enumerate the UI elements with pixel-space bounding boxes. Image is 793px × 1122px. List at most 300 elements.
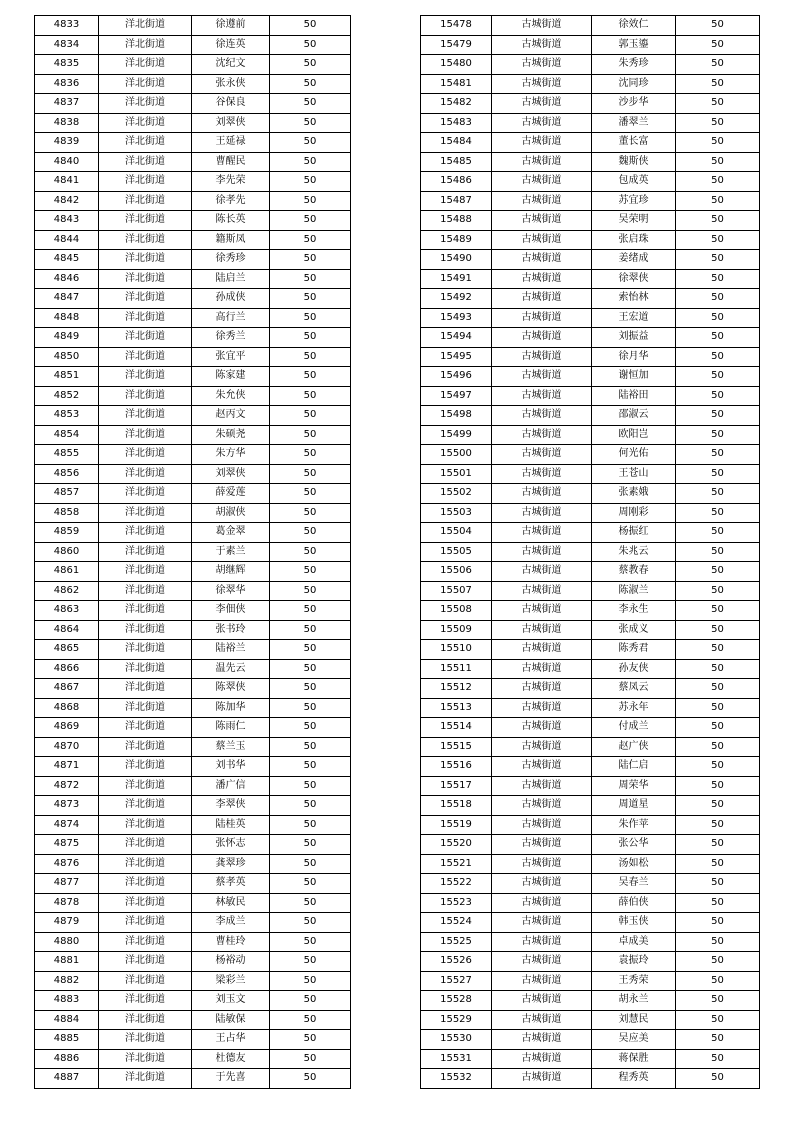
table-row	[421, 913, 760, 933]
amount-cell: 50	[676, 1049, 760, 1069]
district-cell: 洋北街道	[99, 1069, 192, 1089]
table-row	[35, 94, 351, 114]
id-cell: 4866	[35, 659, 99, 679]
id-cell: 4874	[35, 815, 99, 835]
name-cell: 徐秀珍	[192, 250, 270, 270]
name-cell: 李成兰	[192, 913, 270, 933]
table-row	[421, 35, 760, 55]
id-cell: 15521	[421, 854, 492, 874]
amount-cell: 50	[270, 1010, 351, 1030]
id-cell: 15524	[421, 913, 492, 933]
id-cell: 4870	[35, 737, 99, 757]
table-row	[35, 1010, 351, 1030]
district-cell: 古城街道	[492, 172, 592, 192]
name-cell: 周刚彩	[592, 503, 676, 523]
id-cell: 4879	[35, 913, 99, 933]
table-row	[35, 406, 351, 426]
amount-cell: 50	[676, 796, 760, 816]
amount-cell: 50	[270, 581, 351, 601]
table-row	[35, 425, 351, 445]
name-cell: 杨裕动	[192, 952, 270, 972]
amount-cell: 50	[676, 425, 760, 445]
amount-cell: 50	[676, 542, 760, 562]
district-cell: 洋北街道	[99, 172, 192, 192]
amount-cell: 50	[676, 250, 760, 270]
id-cell: 15518	[421, 796, 492, 816]
amount-cell: 50	[676, 1010, 760, 1030]
table-row	[421, 991, 760, 1011]
district-cell: 洋北街道	[99, 35, 192, 55]
amount-cell: 50	[676, 94, 760, 114]
table-row	[421, 815, 760, 835]
district-cell: 古城街道	[492, 367, 592, 387]
table-row	[421, 464, 760, 484]
table-row	[35, 620, 351, 640]
table-row	[35, 367, 351, 387]
amount-cell: 50	[676, 835, 760, 855]
name-cell: 沈纪文	[192, 55, 270, 75]
name-cell: 陈长英	[192, 211, 270, 231]
district-cell: 古城街道	[492, 289, 592, 309]
name-cell: 谷保良	[192, 94, 270, 114]
amount-cell: 50	[676, 269, 760, 289]
district-cell: 洋北街道	[99, 698, 192, 718]
id-cell: 4835	[35, 55, 99, 75]
amount-cell: 50	[676, 952, 760, 972]
amount-cell: 50	[270, 659, 351, 679]
name-cell: 徐孝先	[192, 191, 270, 211]
amount-cell: 50	[676, 893, 760, 913]
name-cell: 李佃侠	[192, 601, 270, 621]
name-cell: 张成义	[592, 620, 676, 640]
id-cell: 4833	[35, 16, 99, 36]
table-row	[35, 757, 351, 777]
amount-cell: 50	[676, 74, 760, 94]
amount-cell: 50	[676, 484, 760, 504]
amount-cell: 50	[270, 523, 351, 543]
name-cell: 梁彩兰	[192, 971, 270, 991]
name-cell: 汤如松	[592, 854, 676, 874]
name-cell: 杜德友	[192, 1049, 270, 1069]
id-cell: 15499	[421, 425, 492, 445]
name-cell: 李翠侠	[192, 796, 270, 816]
id-cell: 15485	[421, 152, 492, 172]
table-row	[35, 133, 351, 153]
amount-cell: 50	[270, 679, 351, 699]
name-cell: 吴春兰	[592, 874, 676, 894]
table-row	[421, 386, 760, 406]
table-row	[421, 425, 760, 445]
id-cell: 15503	[421, 503, 492, 523]
id-cell: 4867	[35, 679, 99, 699]
district-cell: 古城街道	[492, 1049, 592, 1069]
amount-cell: 50	[676, 562, 760, 582]
amount-cell: 50	[270, 776, 351, 796]
amount-cell: 50	[270, 211, 351, 231]
amount-cell: 50	[676, 211, 760, 231]
table-row	[421, 55, 760, 75]
district-cell: 古城街道	[492, 1069, 592, 1089]
amount-cell: 50	[270, 16, 351, 36]
name-cell: 朱硕尧	[192, 425, 270, 445]
name-cell: 吴荣明	[592, 211, 676, 231]
amount-cell: 50	[270, 328, 351, 348]
district-cell: 古城街道	[492, 328, 592, 348]
table-row	[35, 991, 351, 1011]
table-row	[421, 757, 760, 777]
district-cell: 洋北街道	[99, 289, 192, 309]
table-row	[421, 640, 760, 660]
left-table-body	[35, 16, 351, 1089]
name-cell: 卓成美	[592, 932, 676, 952]
district-cell: 洋北街道	[99, 425, 192, 445]
amount-cell: 50	[270, 1030, 351, 1050]
district-cell: 古城街道	[492, 308, 592, 328]
amount-cell: 50	[676, 581, 760, 601]
name-cell: 陆裕兰	[192, 640, 270, 660]
district-cell: 洋北街道	[99, 230, 192, 250]
amount-cell: 50	[676, 230, 760, 250]
name-cell: 刘翠侠	[192, 464, 270, 484]
name-cell: 付成兰	[592, 718, 676, 738]
name-cell: 龚翠珍	[192, 854, 270, 874]
name-cell: 沙步华	[592, 94, 676, 114]
table-row	[35, 737, 351, 757]
name-cell: 潘翠兰	[592, 113, 676, 133]
id-cell: 4884	[35, 1010, 99, 1030]
id-cell: 4875	[35, 835, 99, 855]
amount-cell: 50	[676, 133, 760, 153]
name-cell: 陆启兰	[192, 269, 270, 289]
name-cell: 陈翠侠	[192, 679, 270, 699]
table-row	[35, 913, 351, 933]
id-cell: 15493	[421, 308, 492, 328]
name-cell: 王延禄	[192, 133, 270, 153]
amount-cell: 50	[270, 113, 351, 133]
district-cell: 古城街道	[492, 35, 592, 55]
name-cell: 蔡教春	[592, 562, 676, 582]
id-cell: 15490	[421, 250, 492, 270]
id-cell: 4854	[35, 425, 99, 445]
table-row	[421, 952, 760, 972]
name-cell: 林敏民	[192, 893, 270, 913]
name-cell: 索怡林	[592, 289, 676, 309]
amount-cell: 50	[270, 698, 351, 718]
amount-cell: 50	[270, 562, 351, 582]
district-cell: 古城街道	[492, 659, 592, 679]
district-cell: 古城街道	[492, 74, 592, 94]
name-cell: 李永生	[592, 601, 676, 621]
name-cell: 蔡孝英	[192, 874, 270, 894]
name-cell: 葛金翠	[192, 523, 270, 543]
table-row	[421, 211, 760, 231]
district-cell: 洋北街道	[99, 152, 192, 172]
amount-cell: 50	[676, 35, 760, 55]
table-row	[35, 250, 351, 270]
name-cell: 朱允侠	[192, 386, 270, 406]
left-roster-table	[34, 15, 351, 1089]
id-cell: 15487	[421, 191, 492, 211]
amount-cell: 50	[676, 523, 760, 543]
name-cell: 陈秀君	[592, 640, 676, 660]
name-cell: 陆裕田	[592, 386, 676, 406]
id-cell: 15532	[421, 1069, 492, 1089]
district-cell: 洋北街道	[99, 250, 192, 270]
id-cell: 4880	[35, 932, 99, 952]
district-cell: 古城街道	[492, 913, 592, 933]
district-cell: 古城街道	[492, 815, 592, 835]
district-cell: 古城街道	[492, 1010, 592, 1030]
id-cell: 15513	[421, 698, 492, 718]
amount-cell: 50	[676, 659, 760, 679]
district-cell: 洋北街道	[99, 523, 192, 543]
id-cell: 4853	[35, 406, 99, 426]
amount-cell: 50	[676, 406, 760, 426]
district-cell: 古城街道	[492, 718, 592, 738]
name-cell: 胡淑侠	[192, 503, 270, 523]
id-cell: 15510	[421, 640, 492, 660]
amount-cell: 50	[270, 503, 351, 523]
id-cell: 4844	[35, 230, 99, 250]
district-cell: 洋北街道	[99, 16, 192, 36]
district-cell: 古城街道	[492, 133, 592, 153]
id-cell: 15482	[421, 94, 492, 114]
id-cell: 15483	[421, 113, 492, 133]
table-row	[35, 35, 351, 55]
district-cell: 古城街道	[492, 893, 592, 913]
name-cell: 徐翠侠	[592, 269, 676, 289]
table-row	[421, 269, 760, 289]
table-row	[421, 367, 760, 387]
amount-cell: 50	[270, 269, 351, 289]
amount-cell: 50	[676, 913, 760, 933]
amount-cell: 50	[676, 991, 760, 1011]
amount-cell: 50	[270, 35, 351, 55]
district-cell: 古城街道	[492, 230, 592, 250]
amount-cell: 50	[270, 347, 351, 367]
district-cell: 洋北街道	[99, 1030, 192, 1050]
id-cell: 15504	[421, 523, 492, 543]
amount-cell: 50	[270, 484, 351, 504]
district-cell: 古城街道	[492, 113, 592, 133]
district-cell: 洋北街道	[99, 952, 192, 972]
table-row	[35, 191, 351, 211]
id-cell: 4845	[35, 250, 99, 270]
name-cell: 张素娥	[592, 484, 676, 504]
name-cell: 苏永年	[592, 698, 676, 718]
table-row	[35, 1030, 351, 1050]
table-row	[35, 932, 351, 952]
name-cell: 曹桂玲	[192, 932, 270, 952]
table-row	[35, 308, 351, 328]
amount-cell: 50	[676, 1069, 760, 1089]
district-cell: 洋北街道	[99, 74, 192, 94]
id-cell: 4887	[35, 1069, 99, 1089]
id-cell: 4865	[35, 640, 99, 660]
amount-cell: 50	[270, 94, 351, 114]
amount-cell: 50	[270, 367, 351, 387]
amount-cell: 50	[676, 328, 760, 348]
name-cell: 周道星	[592, 796, 676, 816]
name-cell: 王秀荣	[592, 971, 676, 991]
id-cell: 4834	[35, 35, 99, 55]
table-row	[421, 250, 760, 270]
id-cell: 4856	[35, 464, 99, 484]
amount-cell: 50	[676, 815, 760, 835]
amount-cell: 50	[270, 620, 351, 640]
name-cell: 徐遵前	[192, 16, 270, 36]
id-cell: 15515	[421, 737, 492, 757]
table-row	[421, 776, 760, 796]
id-cell: 15528	[421, 991, 492, 1011]
name-cell: 李先荣	[192, 172, 270, 192]
district-cell: 洋北街道	[99, 386, 192, 406]
id-cell: 4839	[35, 133, 99, 153]
name-cell: 薛伯侠	[592, 893, 676, 913]
name-cell: 潘广信	[192, 776, 270, 796]
name-cell: 张公华	[592, 835, 676, 855]
district-cell: 古城街道	[492, 464, 592, 484]
amount-cell: 50	[676, 172, 760, 192]
district-cell: 古城街道	[492, 601, 592, 621]
name-cell: 陆敏保	[192, 1010, 270, 1030]
id-cell: 15512	[421, 679, 492, 699]
table-row	[421, 113, 760, 133]
id-cell: 15530	[421, 1030, 492, 1050]
table-row	[421, 74, 760, 94]
district-cell: 洋北街道	[99, 757, 192, 777]
id-cell: 15479	[421, 35, 492, 55]
district-cell: 古城街道	[492, 640, 592, 660]
district-cell: 古城街道	[492, 152, 592, 172]
table-row	[35, 679, 351, 699]
name-cell: 温先云	[192, 659, 270, 679]
id-cell: 15486	[421, 172, 492, 192]
table-row	[35, 386, 351, 406]
district-cell: 洋北街道	[99, 347, 192, 367]
table-row	[421, 874, 760, 894]
name-cell: 王占华	[192, 1030, 270, 1050]
table-row	[35, 484, 351, 504]
district-cell: 洋北街道	[99, 815, 192, 835]
table-row	[35, 1069, 351, 1089]
table-row	[35, 562, 351, 582]
district-cell: 洋北街道	[99, 1049, 192, 1069]
table-row	[35, 16, 351, 36]
table-row	[421, 581, 760, 601]
amount-cell: 50	[676, 367, 760, 387]
id-cell: 4863	[35, 601, 99, 621]
table-row	[35, 113, 351, 133]
amount-cell: 50	[676, 386, 760, 406]
district-cell: 洋北街道	[99, 133, 192, 153]
district-cell: 洋北街道	[99, 835, 192, 855]
district-cell: 洋北街道	[99, 211, 192, 231]
district-cell: 洋北街道	[99, 991, 192, 1011]
table-row	[35, 854, 351, 874]
table-row	[421, 835, 760, 855]
district-cell: 洋北街道	[99, 854, 192, 874]
id-cell: 15495	[421, 347, 492, 367]
name-cell: 刘慧民	[592, 1010, 676, 1030]
district-cell: 古城街道	[492, 16, 592, 36]
amount-cell: 50	[676, 854, 760, 874]
id-cell: 4861	[35, 562, 99, 582]
name-cell: 王苍山	[592, 464, 676, 484]
table-row	[421, 854, 760, 874]
district-cell: 古城街道	[492, 347, 592, 367]
district-cell: 洋北街道	[99, 406, 192, 426]
id-cell: 15523	[421, 893, 492, 913]
table-row	[35, 152, 351, 172]
district-cell: 洋北街道	[99, 776, 192, 796]
id-cell: 4850	[35, 347, 99, 367]
name-cell: 张宜平	[192, 347, 270, 367]
name-cell: 张永侠	[192, 74, 270, 94]
name-cell: 朱兆云	[592, 542, 676, 562]
district-cell: 洋北街道	[99, 718, 192, 738]
table-row	[35, 952, 351, 972]
amount-cell: 50	[676, 152, 760, 172]
name-cell: 孙成侠	[192, 289, 270, 309]
table-row	[421, 1049, 760, 1069]
name-cell: 徐翠华	[192, 581, 270, 601]
amount-cell: 50	[270, 55, 351, 75]
table-row	[421, 679, 760, 699]
district-cell: 洋北街道	[99, 113, 192, 133]
name-cell: 张书玲	[192, 620, 270, 640]
id-cell: 4858	[35, 503, 99, 523]
table-row	[421, 698, 760, 718]
amount-cell: 50	[676, 698, 760, 718]
amount-cell: 50	[676, 289, 760, 309]
amount-cell: 50	[270, 796, 351, 816]
name-cell: 徐效仁	[592, 16, 676, 36]
name-cell: 陈家建	[192, 367, 270, 387]
name-cell: 籍斯凤	[192, 230, 270, 250]
district-cell: 古城街道	[492, 484, 592, 504]
name-cell: 赵丙文	[192, 406, 270, 426]
district-cell: 古城街道	[492, 250, 592, 270]
district-cell: 洋北街道	[99, 932, 192, 952]
district-cell: 洋北街道	[99, 562, 192, 582]
amount-cell: 50	[676, 503, 760, 523]
id-cell: 4868	[35, 698, 99, 718]
id-cell: 15506	[421, 562, 492, 582]
name-cell: 魏斯侠	[592, 152, 676, 172]
name-cell: 刘翠侠	[192, 113, 270, 133]
district-cell: 古城街道	[492, 542, 592, 562]
id-cell: 4836	[35, 74, 99, 94]
name-cell: 张怀志	[192, 835, 270, 855]
district-cell: 洋北街道	[99, 445, 192, 465]
amount-cell: 50	[676, 757, 760, 777]
table-row	[421, 445, 760, 465]
district-cell: 古城街道	[492, 737, 592, 757]
name-cell: 徐秀兰	[192, 328, 270, 348]
district-cell: 古城街道	[492, 874, 592, 894]
table-row	[35, 718, 351, 738]
district-cell: 洋北街道	[99, 367, 192, 387]
name-cell: 郭玉鎏	[592, 35, 676, 55]
name-cell: 苏宜珍	[592, 191, 676, 211]
table-row	[35, 581, 351, 601]
table-row	[35, 1049, 351, 1069]
amount-cell: 50	[270, 386, 351, 406]
id-cell: 15497	[421, 386, 492, 406]
table-row	[421, 94, 760, 114]
name-cell: 刘玉文	[192, 991, 270, 1011]
